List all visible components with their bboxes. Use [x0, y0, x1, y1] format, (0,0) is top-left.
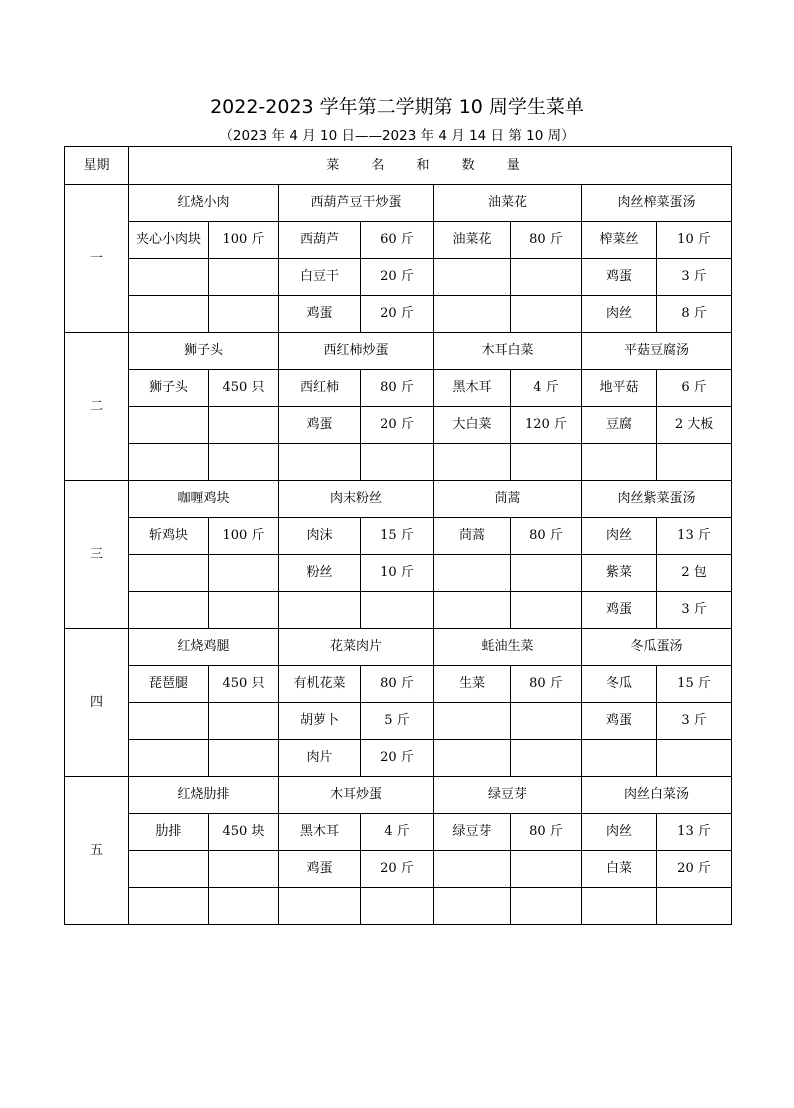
ingredient-quantity-cell: 80 斤 [361, 666, 434, 703]
ingredient-quantity-cell: 60 斤 [361, 222, 434, 259]
ingredient-name-cell [582, 444, 657, 481]
ingredient-quantity-cell: 100 斤 [209, 222, 279, 259]
ingredient-quantity-cell [511, 851, 582, 888]
ingredient-quantity-cell [511, 296, 582, 333]
ingredient-quantity-cell [209, 259, 279, 296]
ingredient-name-cell [434, 555, 511, 592]
ingredient-quantity-cell: 15 斤 [657, 666, 732, 703]
ingredient-name-cell [582, 740, 657, 777]
ingredient-quantity-cell [361, 888, 434, 925]
weekday-cell: 四 [65, 629, 129, 777]
dish-name-cell: 茼蒿 [434, 481, 582, 518]
ingredient-name-cell: 西红柿 [279, 370, 361, 407]
ingredient-quantity-cell: 15 斤 [361, 518, 434, 555]
ingredient-name-cell: 鸡蛋 [582, 592, 657, 629]
ingredient-quantity-cell: 450 块 [209, 814, 279, 851]
dish-name-cell: 红烧鸡腿 [129, 629, 279, 666]
ingredient-quantity-cell [511, 592, 582, 629]
ingredient-name-cell [129, 444, 209, 481]
ingredient-quantity-cell: 20 斤 [361, 296, 434, 333]
ingredient-quantity-cell: 20 斤 [361, 407, 434, 444]
day-dish-row [65, 629, 732, 666]
ingredient-row [65, 259, 732, 296]
ingredient-name-cell: 西葫芦 [279, 222, 361, 259]
dish-name-cell: 花菜肉片 [279, 629, 434, 666]
ingredient-name-cell [582, 888, 657, 925]
ingredient-name-cell: 肉片 [279, 740, 361, 777]
dish-name-cell: 西红柿炒蛋 [279, 333, 434, 370]
ingredient-name-cell [434, 444, 511, 481]
ingredient-name-cell: 狮子头 [129, 370, 209, 407]
day-dish-row [65, 185, 732, 222]
ingredient-quantity-cell [511, 888, 582, 925]
ingredient-row [65, 740, 732, 777]
dish-name-cell: 蚝油生菜 [434, 629, 582, 666]
ingredient-name-cell: 肉丝 [582, 814, 657, 851]
ingredient-name-cell: 肉丝 [582, 518, 657, 555]
ingredient-quantity-cell: 3 斤 [657, 592, 732, 629]
ingredient-quantity-cell [511, 703, 582, 740]
ingredient-quantity-cell [511, 740, 582, 777]
ingredient-name-cell [279, 888, 361, 925]
ingredient-name-cell [434, 592, 511, 629]
ingredient-row [65, 814, 732, 851]
dish-name-cell: 冬瓜蛋汤 [582, 629, 732, 666]
ingredient-quantity-cell: 3 斤 [657, 259, 732, 296]
ingredient-quantity-cell [209, 851, 279, 888]
ingredient-quantity-cell [361, 592, 434, 629]
ingredient-quantity-cell: 8 斤 [657, 296, 732, 333]
weekday-cell: 三 [65, 481, 129, 629]
ingredient-quantity-cell: 20 斤 [657, 851, 732, 888]
ingredient-quantity-cell: 10 斤 [361, 555, 434, 592]
ingredient-name-cell: 生菜 [434, 666, 511, 703]
ingredient-quantity-cell: 2 大板 [657, 407, 732, 444]
ingredient-name-cell [129, 888, 209, 925]
ingredient-quantity-cell [511, 555, 582, 592]
menu-table [64, 146, 732, 925]
ingredient-quantity-cell [209, 740, 279, 777]
ingredient-quantity-cell [657, 444, 732, 481]
ingredient-quantity-cell: 20 斤 [361, 259, 434, 296]
dish-name-cell: 木耳炒蛋 [279, 777, 434, 814]
ingredient-name-cell [434, 851, 511, 888]
page-title: 2022-2023 学年第二学期第 10 周学生菜单 [210, 96, 584, 118]
ingredient-quantity-cell: 13 斤 [657, 518, 732, 555]
ingredient-name-cell [129, 259, 209, 296]
ingredient-name-cell: 鸡蛋 [582, 259, 657, 296]
ingredient-name-cell [129, 592, 209, 629]
ingredient-name-cell: 肋排 [129, 814, 209, 851]
ingredient-name-cell [129, 740, 209, 777]
dish-name-cell: 肉丝紫菜蛋汤 [582, 481, 732, 518]
ingredient-name-cell: 茼蒿 [434, 518, 511, 555]
dish-name-cell: 西葫芦豆干炒蛋 [279, 185, 434, 222]
ingredient-row [65, 444, 732, 481]
ingredient-row [65, 555, 732, 592]
ingredient-quantity-cell [209, 296, 279, 333]
ingredient-quantity-cell [209, 407, 279, 444]
weekday-cell: 一 [65, 185, 129, 333]
ingredient-quantity-cell: 450 只 [209, 666, 279, 703]
ingredient-quantity-cell [209, 555, 279, 592]
ingredient-name-cell: 琵琶腿 [129, 666, 209, 703]
ingredient-quantity-cell [209, 444, 279, 481]
ingredient-name-cell: 油菜花 [434, 222, 511, 259]
ingredient-name-cell [279, 592, 361, 629]
ingredient-name-cell: 绿豆芽 [434, 814, 511, 851]
date-range-subtitle: （2023 年 4 月 10 日——2023 年 4 月 14 日 第 10 周） [219, 128, 575, 144]
ingredient-row [65, 407, 732, 444]
ingredient-quantity-cell: 10 斤 [657, 222, 732, 259]
ingredient-row [65, 592, 732, 629]
ingredient-quantity-cell: 5 斤 [361, 703, 434, 740]
ingredient-name-cell [434, 259, 511, 296]
dish-name-cell: 油菜花 [434, 185, 582, 222]
ingredient-quantity-cell [657, 888, 732, 925]
ingredient-name-cell: 白豆干 [279, 259, 361, 296]
ingredient-quantity-cell: 450 只 [209, 370, 279, 407]
day-dish-row [65, 333, 732, 370]
ingredient-quantity-cell [657, 740, 732, 777]
ingredient-name-cell: 大白菜 [434, 407, 511, 444]
ingredient-name-cell: 黑木耳 [279, 814, 361, 851]
dish-name-cell: 绿豆芽 [434, 777, 582, 814]
ingredient-name-cell [129, 703, 209, 740]
dish-name-cell: 肉丝榨菜蛋汤 [582, 185, 732, 222]
ingredient-quantity-cell: 4 斤 [361, 814, 434, 851]
ingredient-name-cell: 榨菜丝 [582, 222, 657, 259]
ingredient-name-cell [279, 444, 361, 481]
ingredient-name-cell: 鸡蛋 [582, 703, 657, 740]
dish-name-cell: 咖喱鸡块 [129, 481, 279, 518]
ingredient-name-cell [129, 407, 209, 444]
ingredient-quantity-cell [511, 259, 582, 296]
header-row [65, 147, 732, 185]
ingredient-row [65, 222, 732, 259]
ingredient-row [65, 518, 732, 555]
ingredient-name-cell: 肉沫 [279, 518, 361, 555]
weekday-cell: 二 [65, 333, 129, 481]
dish-name-cell: 狮子头 [129, 333, 279, 370]
ingredient-name-cell [129, 555, 209, 592]
day-dish-row [65, 481, 732, 518]
ingredient-quantity-cell [511, 444, 582, 481]
ingredient-quantity-cell: 3 斤 [657, 703, 732, 740]
ingredient-quantity-cell: 80 斤 [361, 370, 434, 407]
ingredient-quantity-cell: 2 包 [657, 555, 732, 592]
ingredient-quantity-cell: 4 斤 [511, 370, 582, 407]
ingredient-name-cell: 鸡蛋 [279, 407, 361, 444]
ingredient-quantity-cell: 120 斤 [511, 407, 582, 444]
dish-name-cell: 肉末粉丝 [279, 481, 434, 518]
dish-name-cell: 红烧肋排 [129, 777, 279, 814]
ingredient-name-cell: 白菜 [582, 851, 657, 888]
ingredient-row [65, 370, 732, 407]
ingredient-quantity-cell: 80 斤 [511, 814, 582, 851]
ingredient-name-cell: 地平菇 [582, 370, 657, 407]
ingredient-name-cell [434, 296, 511, 333]
ingredient-name-cell: 紫菜 [582, 555, 657, 592]
ingredient-name-cell: 冬瓜 [582, 666, 657, 703]
ingredient-quantity-cell: 20 斤 [361, 851, 434, 888]
header-content-cell: 菜 名 和 数 量 [129, 147, 732, 185]
dish-name-cell: 肉丝白菜汤 [582, 777, 732, 814]
dish-name-cell: 红烧小肉 [129, 185, 279, 222]
ingredient-row [65, 888, 732, 925]
day-dish-row [65, 777, 732, 814]
ingredient-quantity-cell [209, 703, 279, 740]
ingredient-quantity-cell: 80 斤 [511, 666, 582, 703]
ingredient-quantity-cell: 6 斤 [657, 370, 732, 407]
ingredient-name-cell [434, 888, 511, 925]
ingredient-quantity-cell [209, 592, 279, 629]
ingredient-name-cell: 胡萝卜 [279, 703, 361, 740]
ingredient-name-cell: 肉丝 [582, 296, 657, 333]
dish-name-cell: 平菇豆腐汤 [582, 333, 732, 370]
ingredient-row [65, 703, 732, 740]
ingredient-quantity-cell [361, 444, 434, 481]
ingredient-quantity-cell: 80 斤 [511, 222, 582, 259]
ingredient-name-cell: 鸡蛋 [279, 296, 361, 333]
ingredient-row [65, 296, 732, 333]
ingredient-name-cell: 黑木耳 [434, 370, 511, 407]
ingredient-name-cell: 斩鸡块 [129, 518, 209, 555]
ingredient-name-cell [434, 703, 511, 740]
ingredient-name-cell: 有机花菜 [279, 666, 361, 703]
ingredient-name-cell: 粉丝 [279, 555, 361, 592]
ingredient-quantity-cell: 100 斤 [209, 518, 279, 555]
ingredient-name-cell: 夹心小肉块 [129, 222, 209, 259]
header-day-cell: 星期 [65, 147, 129, 185]
dish-name-cell: 木耳白菜 [434, 333, 582, 370]
ingredient-name-cell [129, 851, 209, 888]
ingredient-name-cell [129, 296, 209, 333]
ingredient-quantity-cell: 13 斤 [657, 814, 732, 851]
ingredient-row [65, 851, 732, 888]
ingredient-quantity-cell: 20 斤 [361, 740, 434, 777]
weekday-cell: 五 [65, 777, 129, 925]
ingredient-name-cell: 豆腐 [582, 407, 657, 444]
ingredient-quantity-cell: 80 斤 [511, 518, 582, 555]
ingredient-name-cell: 鸡蛋 [279, 851, 361, 888]
ingredient-name-cell [434, 740, 511, 777]
ingredient-row [65, 666, 732, 703]
ingredient-quantity-cell [209, 888, 279, 925]
